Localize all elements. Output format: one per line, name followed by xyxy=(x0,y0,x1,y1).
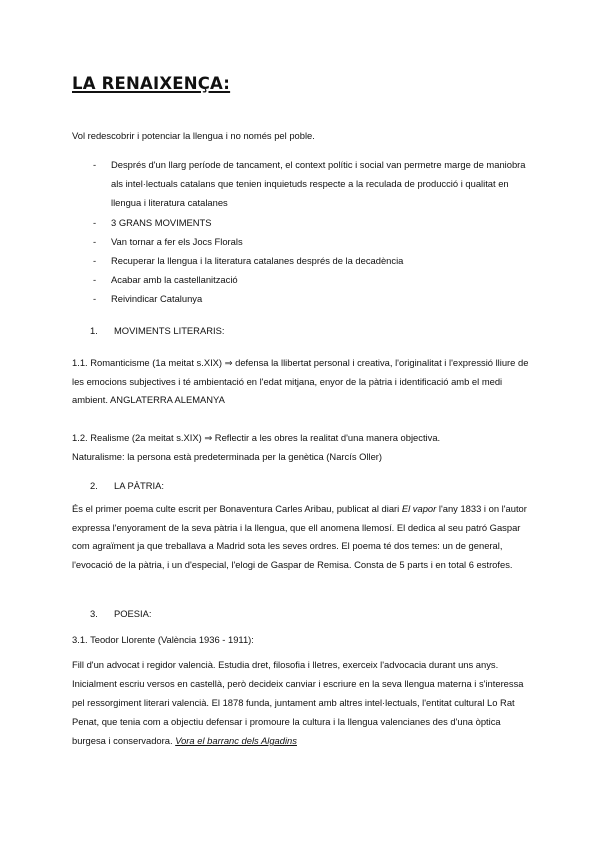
bullet-dash: - xyxy=(93,274,97,286)
section-heading-patria: 2. LA PÀTRIA: xyxy=(90,480,165,491)
bullet-dash: - xyxy=(93,293,97,305)
newspaper-title: El vapor xyxy=(401,503,437,514)
section-heading-moviments: 1. MOVIMENTS LITERARIS: xyxy=(90,325,225,336)
list-item: - 3 GRANS MOVIMENTS xyxy=(93,213,533,232)
list-item: - Recuperar la llengua i la literatura catalanes després de la decadència xyxy=(93,251,533,270)
naturalisme-line: Naturalisme: la persona està predeterminada per la genètica (Narcís Oller) xyxy=(72,451,383,462)
list-item: - Van tornar a fer els Jocs Florals xyxy=(93,232,533,251)
intro-paragraph: Vol redescobrir i potenciar la llengua i no només pel poble. xyxy=(72,130,315,141)
patria-paragraph: És el primer poema culte escrit per Bonaventura Carles Aribau, publicat al diari El vapor l'any 1833 i on l'autor expressa l'enyorament de la seva pàtria i la llengua, que ell anomena llemosí. El dedica al seu patró Gaspar com agraïment ja que treballava a Madrid sota les seves ordres. El poema té dos temes: un de general, l'evocació de la pàtria, i un d'especial, l'elogi de Gaspar de Remisa. Consta de 5 parts i en total 6 estrofes. xyxy=(72,503,527,570)
poem-link[interactable]: Vora el barranc dels Algadins xyxy=(175,735,297,746)
bullet-list xyxy=(93,155,533,309)
realisme-line: 1.2. Realisme (2a meitat s.XIX) ⇒ Reflectir a les obres la realitat d'una manera objectiva. xyxy=(72,432,441,443)
section-heading-poesia: 3. POESIA: xyxy=(90,608,152,619)
page-title: LA RENAIXENÇA: xyxy=(72,74,231,93)
bullet-dash: - xyxy=(93,235,97,247)
list-item: - Acabar amb la castellanització xyxy=(93,270,533,289)
bullet-dash: - xyxy=(93,255,97,267)
list-item: - Reivindicar Catalunya xyxy=(93,289,533,308)
list-item: - Després d'un llarg període de tancament, el context polític i social van permetre marge de maniobra als intel·lectuals catalans que tenien inquietuds respecte a la reculada de producció i qualitat en llengua i literatura catalanes xyxy=(93,155,533,213)
realisme-block xyxy=(72,428,532,466)
llorente-paragraph: Fill d'un advocat i regidor valencià. Estudia dret, filosofia i lletres, exerceix l'advocacia durant uns anys. Inicialment escriu versos en castellà, però decideix canviar i escriure en la seva llengua materna i s'interessa pel ressorgiment literari valencià. El 1878 funda, juntament amb altres intel·lectuals, l'entitat cultural Lo Rat Penat, que tenia com a objectiu defensar i promoure la cultura i la llengua valencianes des d'una òptica burgesa i conservadora. Vora el barranc dels Algadins xyxy=(72,659,524,746)
bullet-dash: - xyxy=(93,216,97,228)
bullet-dash: - xyxy=(93,159,97,170)
romanticisme-paragraph: 1.1. Romanticisme (1a meitat s.XIX) ⇒ defensa la llibertat personal i creativa, l'originalitat i l'expressió lliure de les emocions subjectives i té ambientació en l'edat mitjana, enyor de la pàtria i identificació amb el medi ambient. ANGLATERRA ALEMANYA xyxy=(72,357,529,406)
llorente-heading: 3.1. Teodor Llorente (València 1936 - 1911): xyxy=(72,634,254,645)
